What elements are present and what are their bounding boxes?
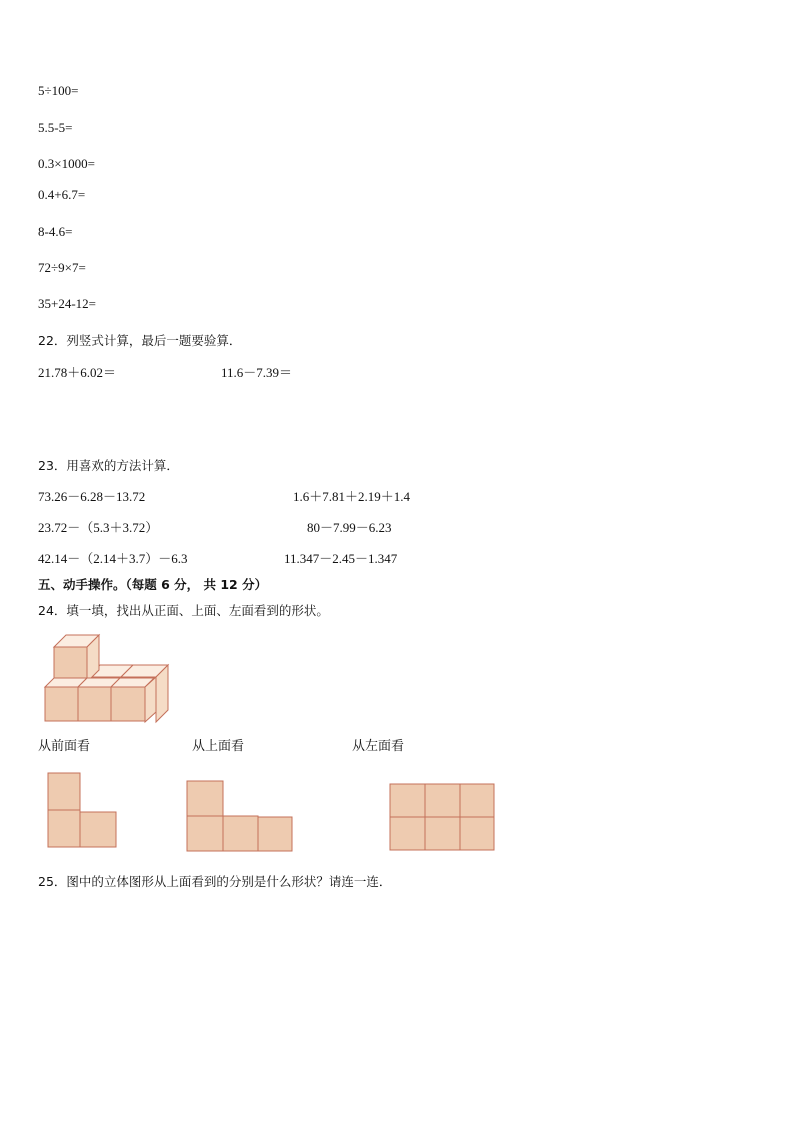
view-square bbox=[425, 784, 460, 817]
view-square bbox=[223, 816, 258, 851]
oral-calc-4: 0.4+6.7= bbox=[38, 187, 86, 202]
cube-stack-figure bbox=[40, 630, 175, 725]
q23-expr-1b: 1.6＋7.81＋2.19＋1.4 bbox=[293, 489, 411, 504]
oral-calc-1: 5÷100= bbox=[38, 83, 79, 98]
left-view-figure bbox=[389, 783, 497, 853]
q23-expr-2a: 23.72－（5.3＋3.72） bbox=[38, 520, 159, 535]
view-square bbox=[425, 817, 460, 850]
q24-title: 24．填一填，找出从正面、上面、左面看到的形状。 bbox=[38, 603, 329, 618]
q25-title: 25．图中的立体图形从上面看到的分别是什么形状？请连一连． bbox=[38, 874, 392, 889]
q22-item-2: 11.6－7.39＝ bbox=[221, 365, 293, 380]
view-square bbox=[258, 817, 292, 851]
q22-item-1: 21.78＋6.02＝ bbox=[38, 365, 117, 380]
view-square bbox=[80, 812, 116, 847]
view-square bbox=[390, 784, 425, 817]
oral-calc-6: 72÷9×7= bbox=[38, 260, 86, 275]
section-5-heading: 五、动手操作。（每题 6 分， 共 12 分） bbox=[38, 577, 268, 592]
oral-calc-5: 8-4.6= bbox=[38, 224, 73, 239]
oral-calc-7: 35+24-12= bbox=[38, 296, 96, 311]
view-label-left: 从左面看 bbox=[352, 739, 405, 754]
view-square bbox=[187, 781, 223, 816]
view-square bbox=[48, 773, 80, 810]
view-square bbox=[48, 810, 80, 847]
q23-expr-3b: 11.347－2.45－1.347 bbox=[284, 551, 398, 566]
top-view-figure bbox=[186, 780, 294, 853]
view-square bbox=[187, 816, 223, 851]
cube-front bbox=[111, 687, 145, 721]
view-label-front: 从前面看 bbox=[38, 739, 91, 754]
oral-calc-2: 5.5-5= bbox=[38, 120, 73, 135]
q23-expr-2b: 80－7.99－6.23 bbox=[307, 520, 392, 535]
view-square bbox=[460, 784, 494, 817]
view-square bbox=[460, 817, 494, 850]
cube-front bbox=[78, 687, 111, 721]
q23-expr-3a: 42.14－（2.14＋3.7）－6.3 bbox=[38, 551, 188, 566]
q23-expr-1a: 73.26－6.28－13.72 bbox=[38, 489, 146, 504]
cube-front bbox=[54, 647, 87, 682]
front-view-figure bbox=[47, 772, 119, 850]
view-square bbox=[390, 817, 425, 850]
q22-title: 22．列竖式计算，最后一题要验算． bbox=[38, 333, 242, 348]
view-label-top: 从上面看 bbox=[192, 739, 245, 754]
cube-front bbox=[45, 687, 78, 721]
oral-calc-3: 0.3×1000= bbox=[38, 156, 95, 171]
q23-title: 23．用喜欢的方法计算． bbox=[38, 458, 179, 473]
